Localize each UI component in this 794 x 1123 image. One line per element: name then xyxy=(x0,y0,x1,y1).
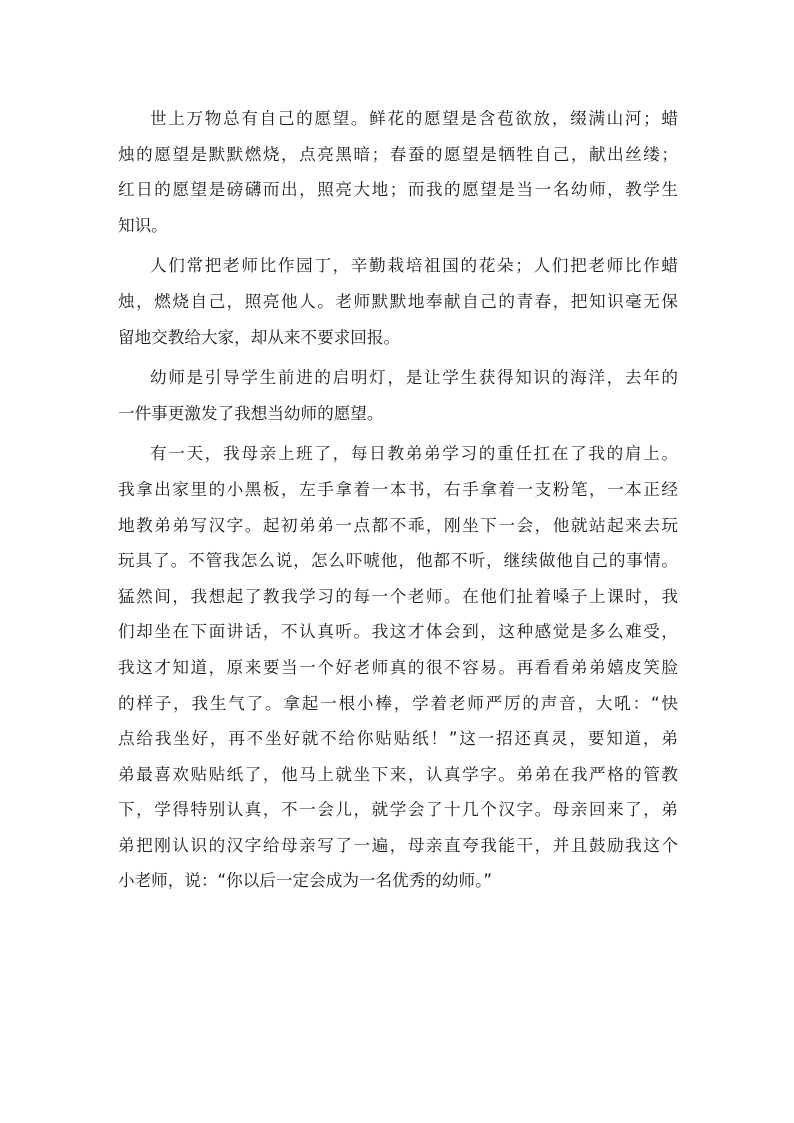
paragraph-line: 下，学得特别认真，不一会儿，就学会了十几个汉字。母亲回来了，弟 xyxy=(118,800,678,820)
paragraph-line: 我拿出家里的小黑板，左手拿着一本书，右手拿着一支粉笔，一本正经 xyxy=(118,479,678,499)
paragraph-line: 的样子，我生气了。拿起一根小棒，学着老师严厉的声音，大吼：“快 xyxy=(118,693,678,713)
paragraph-line: 猛然间，我想起了教我学习的每一个老师。在他们扯着嗓子上课时，我 xyxy=(118,586,678,606)
paragraph-line: 烛，燃烧自己，照亮他人。老师默默地奉献自己的青春，把知识毫无保 xyxy=(118,291,678,311)
paragraph-4 xyxy=(118,436,678,899)
paragraph-line: 玩具了。不管我怎么说，怎么吓唬他，他都不听，继续做他自己的事情。 xyxy=(118,551,678,571)
paragraph-line: 有一天，我母亲上班了，每日教弟弟学习的重任扛在了我的肩上。 xyxy=(150,444,678,464)
paragraph-line: 知识。 xyxy=(118,215,168,235)
paragraph-line: 红日的愿望是磅礴而出，照亮大地；而我的愿望是当一名幼师，教学生 xyxy=(118,180,678,200)
paragraph-line: 烛的愿望是默默燃烧，点亮黑暗；春蚕的愿望是牺牲自己，献出丝缕； xyxy=(118,144,678,164)
paragraph-line: 小老师，说：“你以后一定会成为一名优秀的幼师。” xyxy=(118,871,492,891)
paragraph-line: 世上万物总有自己的愿望。鲜花的愿望是含苞欲放，缀满山河；蜡 xyxy=(150,109,678,128)
paragraph-line: 我这才知道，原来要当一个好老师真的很不容易。再看看弟弟嬉皮笑脸 xyxy=(118,657,678,677)
paragraph-line: 弟把刚认识的汉字给母亲写了一遍，母亲直夸我能干，并且鼓励我这个 xyxy=(118,835,678,855)
paragraph-1 xyxy=(118,101,678,243)
paragraph-line: 一件事更激发了我想当幼师的愿望。 xyxy=(118,403,384,423)
document-page xyxy=(118,101,678,899)
paragraph-line: 们却坐在下面讲话，不认真听。我这才体会到，这种感觉是多么难受， xyxy=(118,622,678,642)
paragraph-line: 点给我坐好，再不坐好就不给你贴贴纸！”这一招还真灵，要知道，弟 xyxy=(118,729,678,749)
paragraph-3 xyxy=(118,360,678,431)
paragraph-line: 留地交教给大家，却从来不要求回报。 xyxy=(118,327,401,347)
paragraph-2 xyxy=(118,248,678,355)
paragraph-line: 人们常把老师比作园丁，辛勤栽培祖国的花朵；人们把老师比作蜡 xyxy=(150,256,678,276)
paragraph-line: 弟最喜欢贴贴纸了，他马上就坐下来，认真学字。弟弟在我严格的管教 xyxy=(118,764,678,784)
paragraph-line: 地教弟弟写汉字。起初弟弟一点都不乖，刚坐下一会，他就站起来去玩 xyxy=(118,515,678,535)
paragraph-line: 幼师是引导学生前进的启明灯，是让学生获得知识的海洋，去年的 xyxy=(150,368,678,388)
